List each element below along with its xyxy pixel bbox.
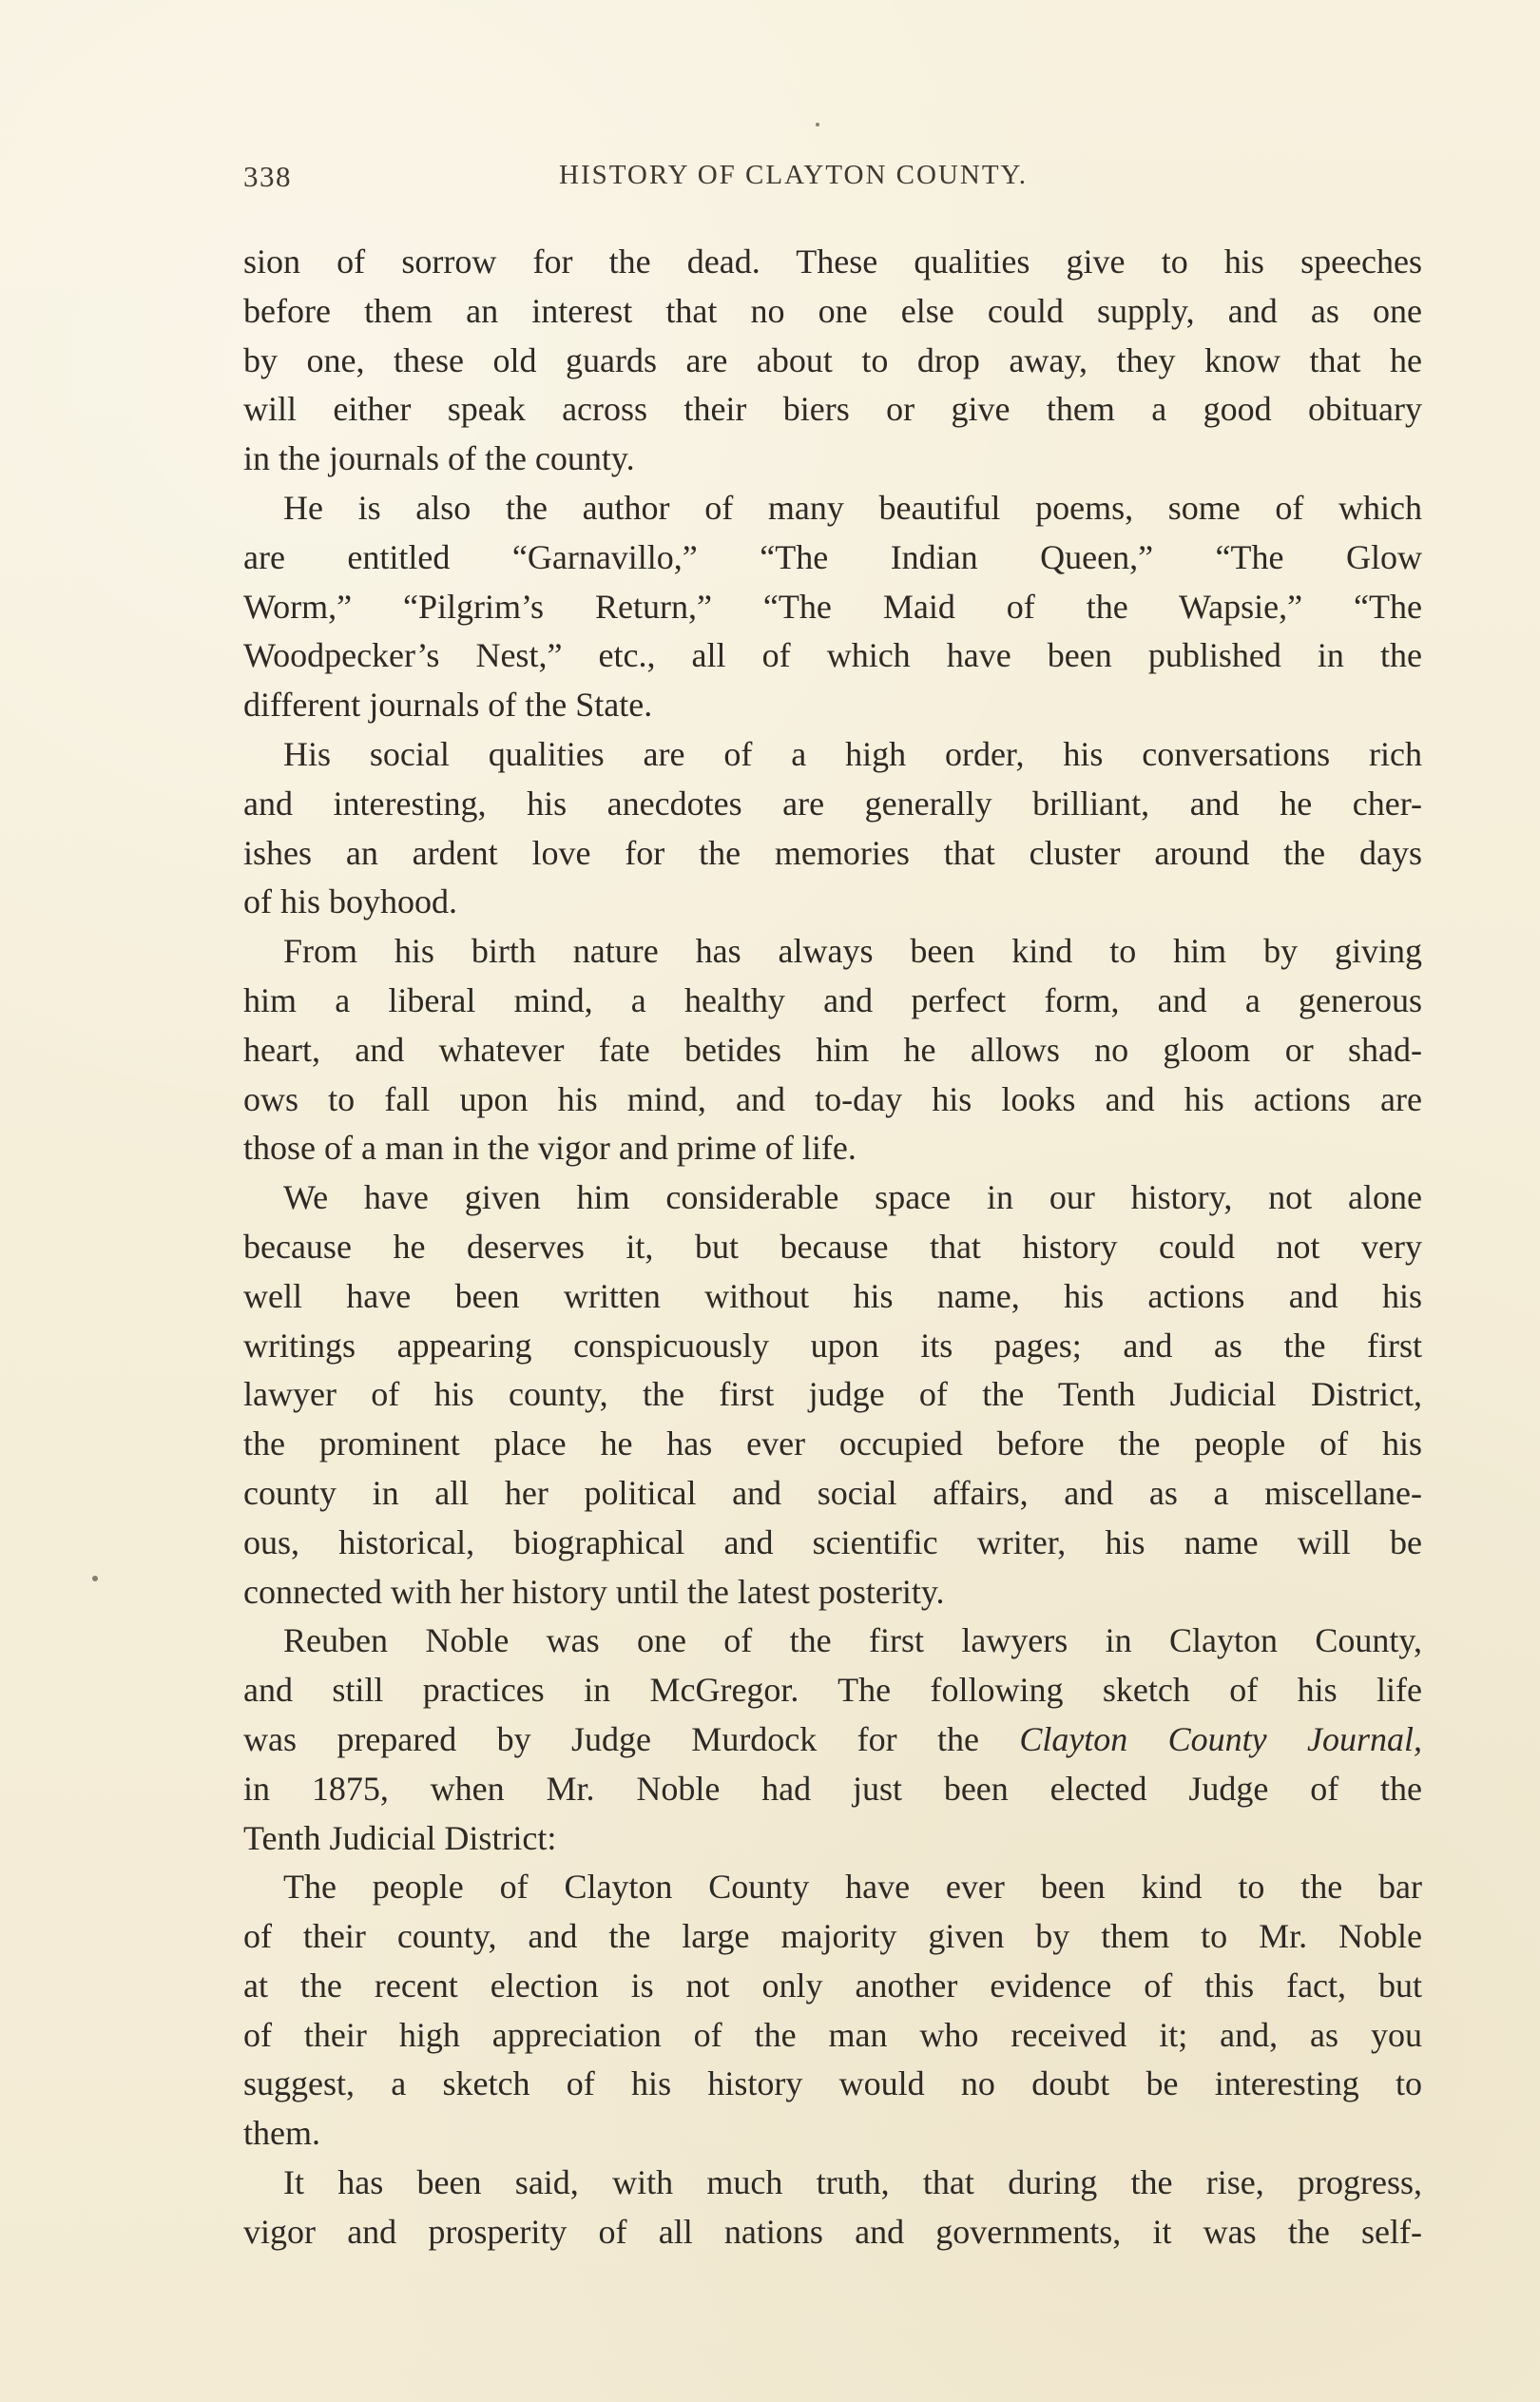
text-line: We have given him considerable space in our history, not alone [283, 1178, 1422, 1217]
text-line: of their high appreciation of the man who received it; and, as you [243, 2015, 1422, 2054]
text-line: him a liberal mind, a healthy and perfect form, and a generous [243, 980, 1422, 1019]
text-line: heart, and whatever fate betides him he allows no gloom or shad- [243, 1030, 1422, 1069]
text-line: connected with her history until the latest posterity. [243, 1572, 945, 1611]
text-line: His social qualities are of a high order, his conversations rich [283, 734, 1422, 773]
page-header [243, 160, 1413, 205]
text-line: at the recent election is not only another evidence of this fact, but [243, 1966, 1422, 2005]
running-head: HISTORY OF CLAYTON COUNTY. [559, 160, 1028, 190]
text-line: ows to fall upon his mind, and to-day his looks and his actions are [243, 1079, 1422, 1118]
text-line: county in all her political and social affairs, and as a miscellane- [243, 1473, 1422, 1512]
text-line: He is also the author of many beautiful poems, some of which [283, 488, 1422, 527]
text-line: Tenth Judicial District: [243, 1818, 557, 1857]
text-line: ous, historical, biographical and scientific writer, his name will be [243, 1522, 1422, 1561]
text-line: sion of sorrow for the dead. These qualities give to his speeches [243, 242, 1422, 281]
text-line: different journals of the State. [243, 686, 653, 725]
text-line: of his boyhood. [243, 882, 457, 921]
text-line: vigor and prosperity of all nations and governments, it was the self- [243, 2212, 1422, 2251]
text-line: them. [243, 2114, 320, 2153]
text-line: those of a man in the vigor and prime of life. [243, 1129, 857, 1168]
text-line: and still practices in McGregor. The following sketch of his life [243, 1671, 1422, 1710]
text-segment: was prepared by Judge Murdock for the [243, 1719, 979, 1758]
text-line [243, 1715, 1422, 1765]
text-line: From his birth nature has always been kind to him by giving [283, 932, 1422, 971]
text-line: It has been said, with much truth, that during the rise, progress, [283, 2163, 1422, 2202]
text-line: ishes an ardent love for the memories that cluster around the days [243, 833, 1422, 872]
page-number: 338 [243, 160, 292, 193]
newspaper-title: Clayton County Journal, [1019, 1719, 1422, 1758]
text-line: in 1875, when Mr. Noble had just been elected Judge of the [243, 1769, 1422, 1808]
body-text [243, 238, 1422, 2257]
text-line: will either speak across their biers or give them a good obituary [243, 390, 1422, 429]
text-line: Worm,” “Pilgrim’s Return,” “The Maid of the Wapsie,” “The [243, 587, 1422, 626]
text-line: The people of Clayton County have ever been kind to the bar [283, 1868, 1422, 1907]
text-line: before them an interest that no one else could supply, and as one [243, 291, 1422, 330]
text-line: writings appearing conspicuously upon its pages; and as the first [243, 1326, 1422, 1365]
text-line: suggest, a sketch of his history would no doubt be interesting to [243, 2064, 1422, 2103]
text-line: and interesting, his anecdotes are generally brilliant, and he cher- [243, 784, 1422, 823]
text-line: the prominent place he has ever occupied before the people of his [243, 1424, 1422, 1463]
text-line: Woodpecker’s Nest,” etc., all of which have been published in the [243, 636, 1422, 675]
text-line: lawyer of his county, the first judge of the Tenth Judicial District, [243, 1375, 1422, 1414]
text-line: of their county, and the large majority given by them to Mr. Noble [243, 1917, 1422, 1956]
text-line: in the journals of the county. [243, 439, 635, 478]
text-line: well have been written without his name, his actions and his [243, 1276, 1422, 1315]
text-line: by one, these old guards are about to drop away, they know that he [243, 340, 1422, 379]
ink-speck-top [816, 123, 819, 126]
text-line: are entitled “Garnavillo,” “The Indian Queen,” “The Glow [243, 537, 1422, 576]
text-line: because he deserves it, but because that history could not very [243, 1227, 1422, 1266]
ink-speck-left [92, 1576, 98, 1581]
text-line: Reuben Noble was one of the first lawyers in Clayton County, [283, 1621, 1422, 1660]
